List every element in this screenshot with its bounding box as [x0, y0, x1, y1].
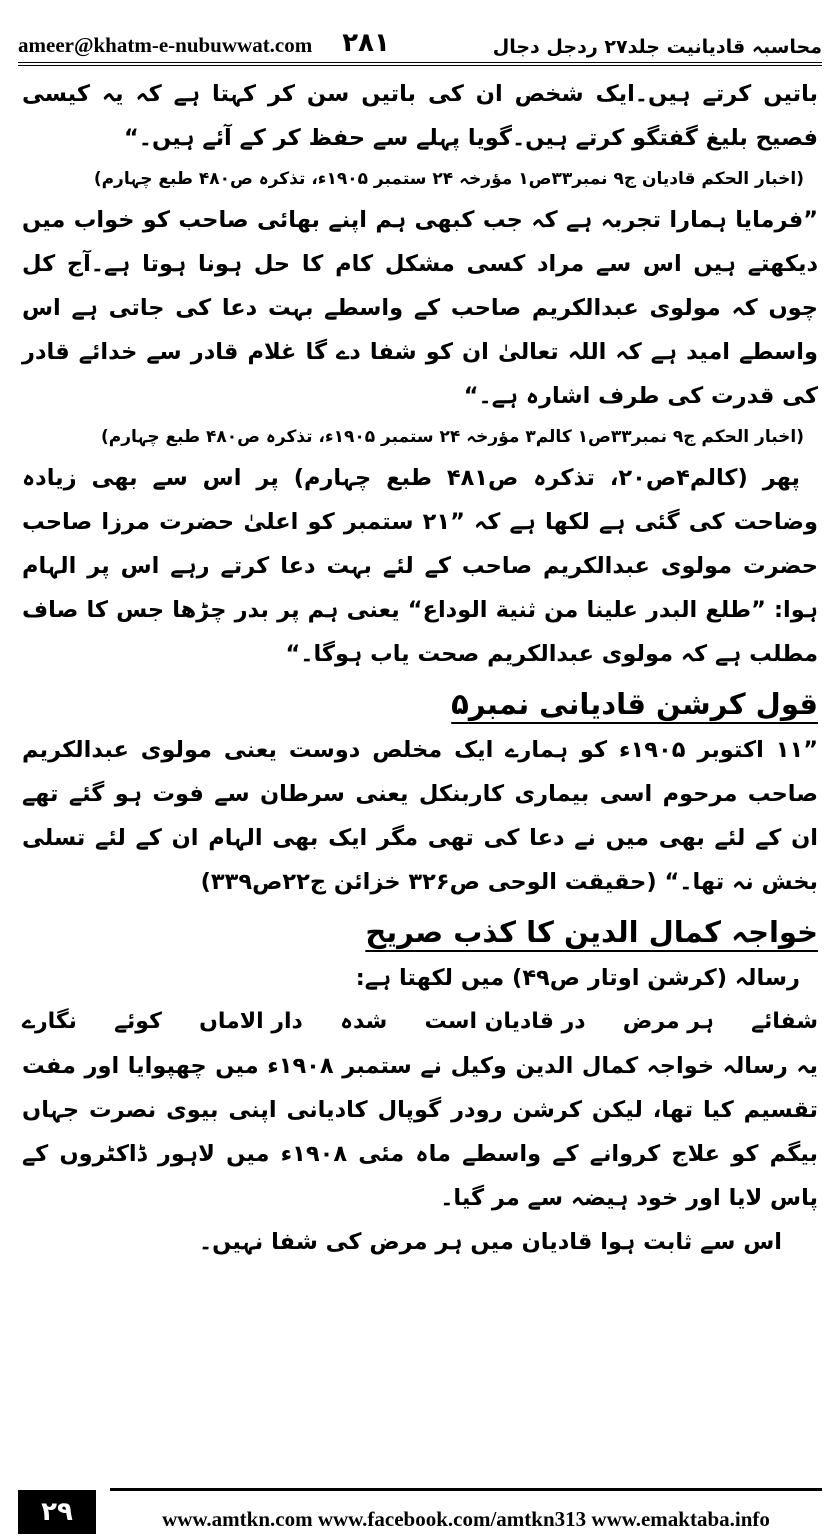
- page-body: [22, 72, 818, 1470]
- body-paragraph-7: اس سے ثابت ہوا قادیان میں ہر مرض کی شفا نہیں۔: [198, 1229, 782, 1255]
- section-heading-1: قول کرشن قادیانی نمبر۵: [451, 687, 818, 721]
- verse-word-6: کوئے: [114, 1009, 162, 1034]
- footer-links[interactable]: www.amtkn.com www.facebook.com/amtkn313 www.emaktaba.info: [162, 1507, 770, 1531]
- body-paragraph-5: رسالہ (کرشن اوتار ص۴۹) میں لکھتا ہے:: [355, 965, 800, 991]
- verse-word-2: ہر مرض: [622, 1009, 714, 1034]
- section-heading-2: خواجہ کمال الدین کا کذب صریح: [365, 915, 818, 949]
- header-page-number: ۲۸۱: [342, 28, 390, 58]
- verse-word-4: شدہ: [340, 1009, 388, 1034]
- header-divider: [18, 62, 822, 66]
- body-paragraph-6: یہ رسالہ خواجہ کمال الدین وکیل نے ستمبر ۱۹۰۸ء میں چھپوایا اور مفت تقسیم کیا تھا، لیکن کرشن رودر گوپال کادیانی اپنی بیوی نصرت جہاں بیگم کو علاج کروانے کے واسطے ماہ مئی ۱۹۰۸ء میں لاہور ڈاکٹروں کے پاس لایا اور خود ہیضہ سے مر گیا۔: [22, 1053, 819, 1211]
- verse-word-3: در قادیان است: [424, 1009, 586, 1034]
- persian-verse: [22, 1000, 818, 1044]
- body-paragraph-1: باتیں کرتے ہیں۔ایک شخص ان کی باتیں سن کر کہتا ہے کہ یہ کیسی فصیح بلیغ گفتگو کرتے ہیں۔گویا پہلے سے حفظ کر کے آئے ہیں۔“: [22, 81, 818, 151]
- body-paragraph-4: ”۱۱ اکتوبر ۱۹۰۵ء کو ہمارے ایک مخلص دوست یعنی مولوی عبدالکریم صاحب مرحوم اسی بیماری کاربنکل یعنی سرطان سے فوت ہو گئے تھے ان کے لئے بھی میں نے دعا کی تھی مگر ایک بھی الہام ان کے لئے تسلی بخش نہ تھا۔“ (حقیقت الوحی ص۳۲۶ خزائن ج۲۲ص۳۳۹): [22, 737, 818, 895]
- page-footer: [18, 1486, 822, 1534]
- body-paragraph-2: ”فرمایا ہمارا تجربہ ہے کہ جب کبھی ہم اپنے بھائی صاحب کو خواب میں دیکھتے ہیں اس سے مراد کسی مشکل کام کا حل ہونا ہوتا ہے۔آج کل چوں کہ مولوی عبدالکریم صاحب کے واسطے بہت دعا کی جاتی ہے اس واسطے امید ہے کہ اللہ تعالیٰ ان کو شفا دے گا غلام قادر سے خدائے قادر کی قدرت کی طرف اشارہ ہے۔“: [22, 207, 818, 409]
- body-paragraph-3: پھر (کالم۴ص۲۰، تذکرہ ص۴۸۱ طبع چہارم) پر اس سے بھی زیادہ وضاحت کی گئی ہے لکھا ہے کہ ”۲۱ ستمبر کو اعلیٰ حضرت مرزا صاحب حضرت مولوی عبدالکریم صاحب کے لئے بہت دعا کرتے رہے اس پر الہام ہوا: ”طلع البدر علینا من ثنیة الوداع“ یعنی ہم پر بدر چڑھا جس کا صاف مطلب ہے کہ مولوی عبدالکریم صحت یاب ہوگا۔“: [22, 465, 818, 667]
- reference-1: (اخبار الحکم قادیان ج۹ نمبر۳۳ص۱ مؤرخہ ۲۴ ستمبر ۱۹۰۵ء، تذکرہ ص۴۸۰ طبع چہارم): [93, 169, 804, 189]
- verse-word-1: شفائے: [751, 1009, 818, 1034]
- header-book-title: محاسبہ قادیانیت جلد۲۷ ردجل دجال: [492, 36, 822, 58]
- verse-word-7: نگارے: [22, 1009, 77, 1034]
- page-header: [18, 14, 822, 58]
- reference-2: (اخبار الحکم ج۹ نمبر۳۳ص۱ کالم۳ مؤرخہ ۲۴ ستمبر ۱۹۰۵ء، تذکرہ ص۴۸۰ طبع چہارم): [100, 427, 804, 447]
- footer-divider: [110, 1488, 822, 1491]
- header-left-group: [18, 28, 390, 58]
- footer-page-number: ۲۹: [18, 1490, 96, 1534]
- verse-word-5: دار الاماں: [199, 1009, 303, 1034]
- header-email[interactable]: ameer@khatm-e-nubuwwat.com: [18, 33, 313, 57]
